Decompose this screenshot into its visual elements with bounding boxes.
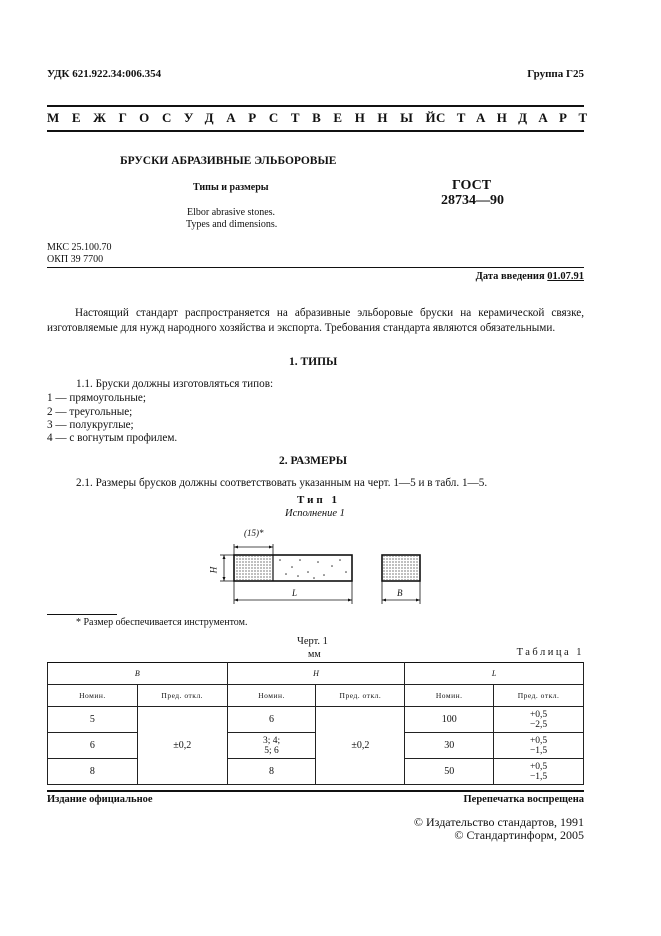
row2-l-tol: +0,5 −1,5 — [494, 733, 584, 759]
row3-l-tol: +0,5 −1,5 — [494, 759, 584, 785]
sub-l-tol: Пред. откл. — [494, 685, 584, 707]
sub-h-nom: Номин. — [227, 685, 316, 707]
h-tolerance: ±0,2 — [316, 707, 405, 785]
footnote-rule — [47, 614, 117, 615]
gost-label: ГОСТ — [452, 178, 492, 193]
dim-15-label: (15)* — [244, 528, 264, 538]
table-group-header — [48, 663, 584, 685]
banner-left: МЕЖГОСУДАРСТВЕННЫЙ — [47, 110, 449, 125]
row3-b: 8 — [48, 759, 138, 785]
doc-title: БРУСКИ АБРАЗИВНЫЕ ЭЛЬБОРОВЫЕ — [120, 155, 337, 167]
row1-l: 100 — [405, 707, 494, 733]
footer-rule — [47, 790, 584, 792]
mks-code: МКС 25.100.70 — [47, 242, 112, 253]
reprint-prohibited: Перепечатка воспрещена — [463, 794, 584, 805]
en-title-line1: Elbor abrasive stones. — [187, 207, 276, 218]
row1-l-tol: +0,5 −2,5 — [494, 707, 584, 733]
section1-heading: 1. ТИПЫ — [289, 356, 338, 368]
doc-subtitle: Типы и размеры — [193, 182, 269, 193]
type1-drawing — [200, 522, 440, 610]
sub-l-nom: Номин. — [405, 685, 494, 707]
group-h: H — [227, 663, 405, 685]
figure-caption: Черт. 1 — [297, 636, 328, 647]
table-row — [48, 733, 584, 759]
dim-l-label: L — [292, 588, 298, 598]
type-item-3: 3 — полукруглые; — [47, 419, 134, 431]
row1-h: 6 — [227, 707, 316, 733]
dim-b-label: B — [397, 588, 403, 598]
banner-rule — [47, 130, 584, 132]
row2-l: 30 — [405, 733, 494, 759]
en-title-line2: Types and dimensions. — [186, 219, 278, 230]
table-row — [48, 707, 584, 733]
intro-date — [476, 271, 584, 282]
type-item-4: 4 — с вогнутым профилем. — [47, 432, 178, 444]
intro-date-value: 01.07.91 — [547, 271, 584, 282]
intro-date-label: Дата введения — [475, 271, 545, 282]
official-edition: Издание официальное — [47, 794, 153, 805]
row3-h: 8 — [227, 759, 316, 785]
row3-l: 50 — [405, 759, 494, 785]
copyright-1: © Издательство стандартов, 1991 — [413, 815, 584, 829]
row2-b: 6 — [48, 733, 138, 759]
section1-lead: 1.1. Бруски должны изготовляться типов: — [76, 378, 274, 390]
top-rule — [47, 105, 584, 107]
section2-lead: 2.1. Размеры брусков должны соответствовать указанным на черт. 1—5 и в табл. 1—5. — [76, 477, 488, 489]
section2-heading: 2. РАЗМЕРЫ — [279, 455, 347, 467]
b-tolerance: ±0,2 — [137, 707, 227, 785]
group-b: B — [48, 663, 228, 685]
okp-code: ОКП 39 7700 — [47, 254, 104, 265]
table-unit: мм — [308, 649, 321, 660]
gost-number: 28734—90 — [441, 193, 504, 208]
dim-h-label: H — [208, 566, 219, 574]
sub-h-tol: Пред. откл. — [316, 685, 405, 707]
group-l: L — [405, 663, 584, 685]
footnote: * Размер обеспечивается инструментом. — [76, 617, 248, 628]
sub-b-nom: Номин. — [48, 685, 138, 707]
dimension-table — [47, 662, 584, 785]
elbor-layer — [235, 556, 273, 580]
sub-b-tol: Пред. откл. — [137, 685, 227, 707]
codes-rule — [47, 267, 584, 268]
bond-layer-dots — [279, 559, 347, 579]
table-row — [48, 759, 584, 785]
copyright-2: © Стандартинформ, 2005 — [454, 828, 584, 842]
table-subheader — [48, 685, 584, 707]
banner-right: СТАНДАРТ — [436, 110, 599, 125]
table-title: Таблица 1 — [516, 647, 584, 658]
type-item-1: 1 — прямоугольные; — [47, 392, 146, 404]
row2-h: 3; 4; 5; 6 — [227, 733, 316, 759]
group-code: Группа Г25 — [527, 68, 584, 80]
intro-paragraph: Настоящий стандарт распространяется на абразивные эльборовые бруски на керамической связке, изготовляемые для нужд народного хозяйства и экспорта. Требования стандарта являются обязательными. — [47, 307, 584, 334]
udk-code: УДК 621.922.34:006.354 — [47, 68, 162, 80]
figure-execution-label: Исполнение 1 — [285, 508, 345, 519]
type-item-2: 2 — треугольные; — [47, 406, 133, 418]
figure-type-label: Тип 1 — [297, 494, 340, 506]
row1-b: 5 — [48, 707, 138, 733]
